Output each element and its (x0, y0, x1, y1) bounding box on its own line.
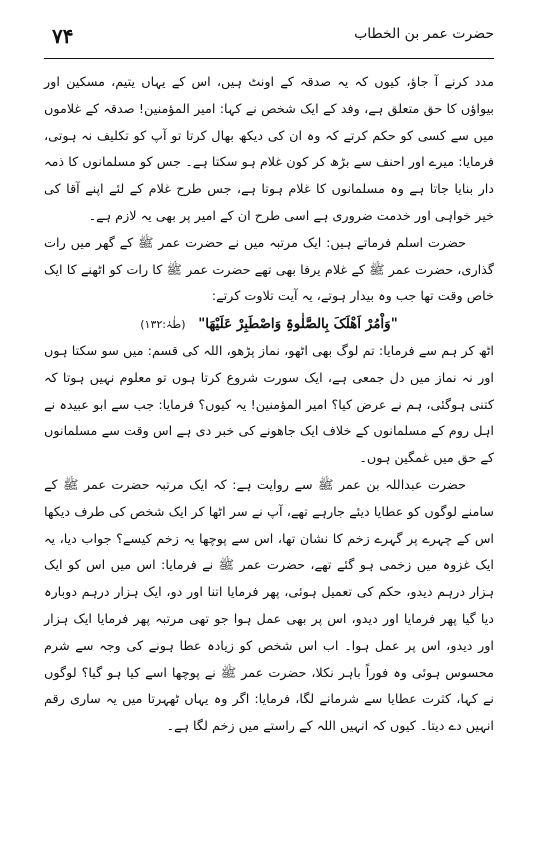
paragraph-1: مدد کرنے آ جاؤ، کیوں کہ یہ صدقہ کے اونٹ ہیں، اس کے یہاں یتیم، مسکین اور بیواؤں کا حق متعلق ہے، وفد کے ایک شخص نے کہا: امیر المؤمنین! صدقہ کے غلاموں میں سے کسی کو حکم کرتے کہ وہ ان کی دیکھ بھال کرتا تو آپ کو تکلیف نہ ہوتی، فرمایا: میرے اور احنف سے بڑھ کر کون غلام ہو سکتا ہے۔ جس کو مسلمانوں کا ذمہ دار بنایا جاتا ہے وہ مسلمانوں کا غلام ہوتا ہے، جس طرح غلام کے لئے اپنے آقا کی خیر خواہی اور خدمت ضروری ہے اسی طرح ان کے امیر پر بھی یہ لازم ہے۔ (44, 75, 494, 224)
page-header (44, 20, 494, 60)
body-text (44, 70, 494, 741)
header-divider (44, 58, 494, 59)
page-number: ۷۴ (52, 24, 74, 48)
verse-text: "وَاْمُرْ اَھْلَکَ بِالصَّلٰوۃِ وَاصْطَبِرْ عَلَیْھَا" (198, 316, 398, 333)
quran-verse (44, 311, 494, 339)
paragraph-4: حضرت عبداللہ بن عمر ﷺ سے روایت ہے: کہ ایک مرتبہ حضرت عمر ﷺ کے سامنے لوگوں کو عطایا دیئے جارہے تھے، آپ نے سر اٹھا کر ایک شخص کی طرف دیکھا اس کے چہرے پر گہرے زخم کا نشان تھا، اس سے پوچھا یہ زخم کیسے؟ جواب دیا، یہ ایک غزوہ میں زخمی ہو گئے تھے، حضرت عمر ﷺ نے فرمایا: اس میں اس کو ایک ہزار درہم دیدو، حکم کی تعمیل ہوئی، پھر فرمایا اتنا اور دو، ایک ہزار درہم دوبارہ دیا گیا پھر فرمایا اور دیدو، اس پر بھی عمل ہوا جو تھی مرتبہ پھر فرمایا ایک ہزار اور دیدو، اس پر عمل ہوا۔ اب اس شخص کو زیادہ عطا ہونے کی وجہ سے شرم محسوس ہوئی وہ فوراً باہر نکلا، حضرت عمر ﷺ نے پوچھا اسے کیا ہو گیا؟ لوگوں نے کہا، کثرت عطایا سے شرمانے لگا، فرمایا: اگر وہ یہاں ٹھہرتا میں یہ ساری رقم انہیں دے دیتا۔ کیوں کہ انہیں اللہ کے راستے میں زخم لگا ہے۔ (44, 477, 494, 735)
paragraph-2: حضرت اسلم فرماتے ہیں: ایک مرتبہ میں نے حضرت عمر ﷺ کے گھر میں رات گذاری، حضرت عمر ﷺ کے غلام یرفا بھی تھے حضرت عمر ﷺ کا رات کو اٹھنے کا ایک خاص وقت تھا جب وہ بیدار ہوتے، یہ آیت تلاوت کرتے: (44, 235, 494, 305)
paragraph-3: اٹھ کر ہم سے فرمایا: تم لوگ بھی اٹھو، نماز پڑھو، اللہ کی قسم: میں سو سکتا ہوں اور نہ نماز میں دل جمعی ہے، ایک سورت شروع کرتا ہوں تو معلوم نہیں ہوتا کہ کتنی ہوگئی، ہم نے عرض کیا؟ امیر المؤمنین! یہ کیوں؟ فرمایا: جب سے ابو عبیدہ نے اہل روم کے مسلمانوں کے خلاف ایک جاھونے کی خبر دی ہے اس وقت سے مسلمانوں کے حق میں غمگین ہوں۔ (44, 343, 494, 467)
verse-reference: (طٰہٰ:۱۳۲) (140, 318, 186, 332)
running-head: حضرت عمر بن الخطاب (354, 26, 494, 42)
